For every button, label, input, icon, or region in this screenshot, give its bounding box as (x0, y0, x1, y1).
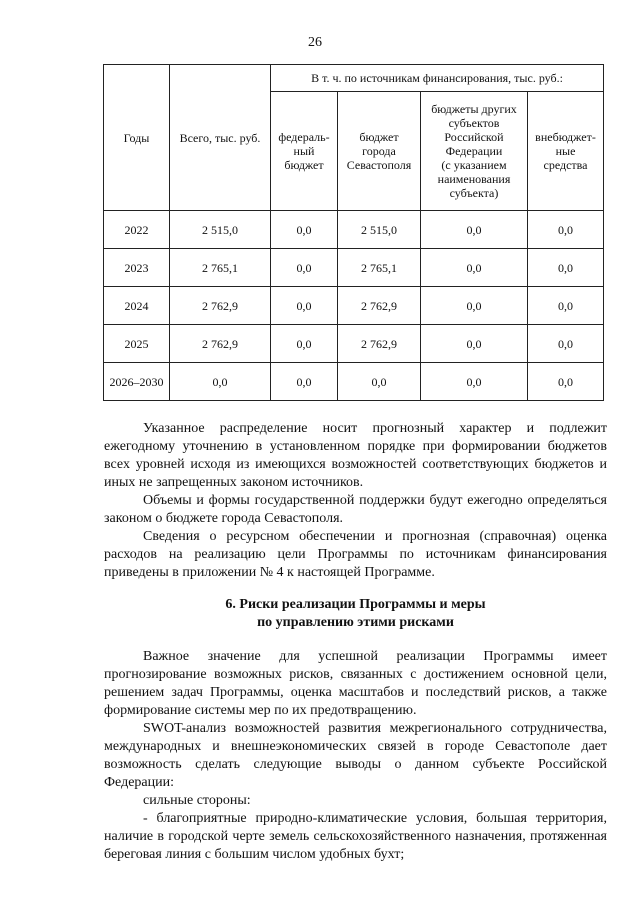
cell-other: 0,0 (421, 287, 528, 325)
body-text-top (104, 420, 607, 582)
header-city-budget: бюджет города Севастополя (338, 92, 421, 211)
cell-federal: 0,0 (271, 249, 338, 287)
paragraph: сильные стороны: (143, 793, 251, 808)
table-row (104, 325, 604, 363)
header-federal-budget: федераль- ный бюджет (271, 92, 338, 211)
cell-other: 0,0 (421, 363, 528, 401)
cell-federal: 0,0 (271, 325, 338, 363)
paragraph: Сведения о ресурсном обеспечении и прогнозная (справочная) оценка расходов на реализацию цели Программы по источникам финансирования приведены в приложении № 4 к настоящей Программе. (104, 529, 607, 580)
table-row (104, 211, 604, 249)
section-heading (104, 596, 607, 632)
cell-total: 2 515,0 (170, 211, 271, 249)
cell-city: 0,0 (338, 363, 421, 401)
cell-city: 2 762,9 (338, 287, 421, 325)
section-heading-line: по управлению этими рисками (257, 615, 454, 630)
header-total: Всего, тыс. руб. (170, 65, 271, 211)
cell-year: 2026–2030 (104, 363, 170, 401)
paragraph: SWOT-анализ возможностей развития межрегионального сотрудничества, международных и внешнеэкономических связей в городе Севастополе дает возможность сделать следующие выводы о данном субъекте Российской Федерации: (104, 721, 607, 790)
cell-year: 2024 (104, 287, 170, 325)
section-heading-line: 6. Риски реализации Программы и меры (225, 597, 486, 612)
cell-year: 2023 (104, 249, 170, 287)
cell-year: 2025 (104, 325, 170, 363)
cell-other: 0,0 (421, 211, 528, 249)
header-years: Годы (104, 65, 170, 211)
cell-other: 0,0 (421, 249, 528, 287)
cell-offbudget: 0,0 (528, 287, 604, 325)
table-row (104, 249, 604, 287)
cell-other: 0,0 (421, 325, 528, 363)
cell-total: 0,0 (170, 363, 271, 401)
cell-total: 2 762,9 (170, 325, 271, 363)
header-offbudget-funds: внебюджет- ные средства (528, 92, 604, 211)
page-number: 26 (308, 35, 322, 50)
financing-table (103, 64, 604, 401)
cell-total: 2 765,1 (170, 249, 271, 287)
cell-federal: 0,0 (271, 363, 338, 401)
body-text-bottom (104, 648, 607, 864)
cell-federal: 0,0 (271, 287, 338, 325)
cell-offbudget: 0,0 (528, 249, 604, 287)
cell-offbudget: 0,0 (528, 363, 604, 401)
table-row (104, 287, 604, 325)
paragraph: Объемы и формы государственной поддержки будут ежегодно определяться законом о бюджете города Севастополя. (104, 493, 607, 526)
cell-total: 2 762,9 (170, 287, 271, 325)
cell-federal: 0,0 (271, 211, 338, 249)
cell-offbudget: 0,0 (528, 211, 604, 249)
cell-city: 2 765,1 (338, 249, 421, 287)
table-row (104, 363, 604, 401)
cell-city: 2 762,9 (338, 325, 421, 363)
cell-offbudget: 0,0 (528, 325, 604, 363)
paragraph: Указанное распределение носит прогнозный характер и подлежит ежегодному уточнению в установленном порядке при формировании бюджетов всех уровней исходя из имеющихся возможностей соответствующих бюджетов и иных не запрещенных законом источников. (104, 421, 607, 490)
cell-year: 2022 (104, 211, 170, 249)
cell-city: 2 515,0 (338, 211, 421, 249)
paragraph: - благоприятные природно-климатические условия, большая территория, наличие в городской черте земель сельскохозяйственного назначения, протяженная береговая линия с большим числом удобных бухт; (104, 811, 607, 862)
paragraph: Важное значение для успешной реализации Программы имеет прогнозирование возможных рисков, связанных с достижением основной цели, решением задач Программы, оценка масштабов и последствий рисков, а также формирование системы мер по их предотвращению. (104, 649, 607, 718)
header-sources-group: В т. ч. по источникам финансирования, тыс. руб.: (271, 65, 604, 92)
header-other-subjects-budget: бюджеты других субъектов Российской Федерации (с указанием наименования субъекта) (421, 92, 528, 211)
